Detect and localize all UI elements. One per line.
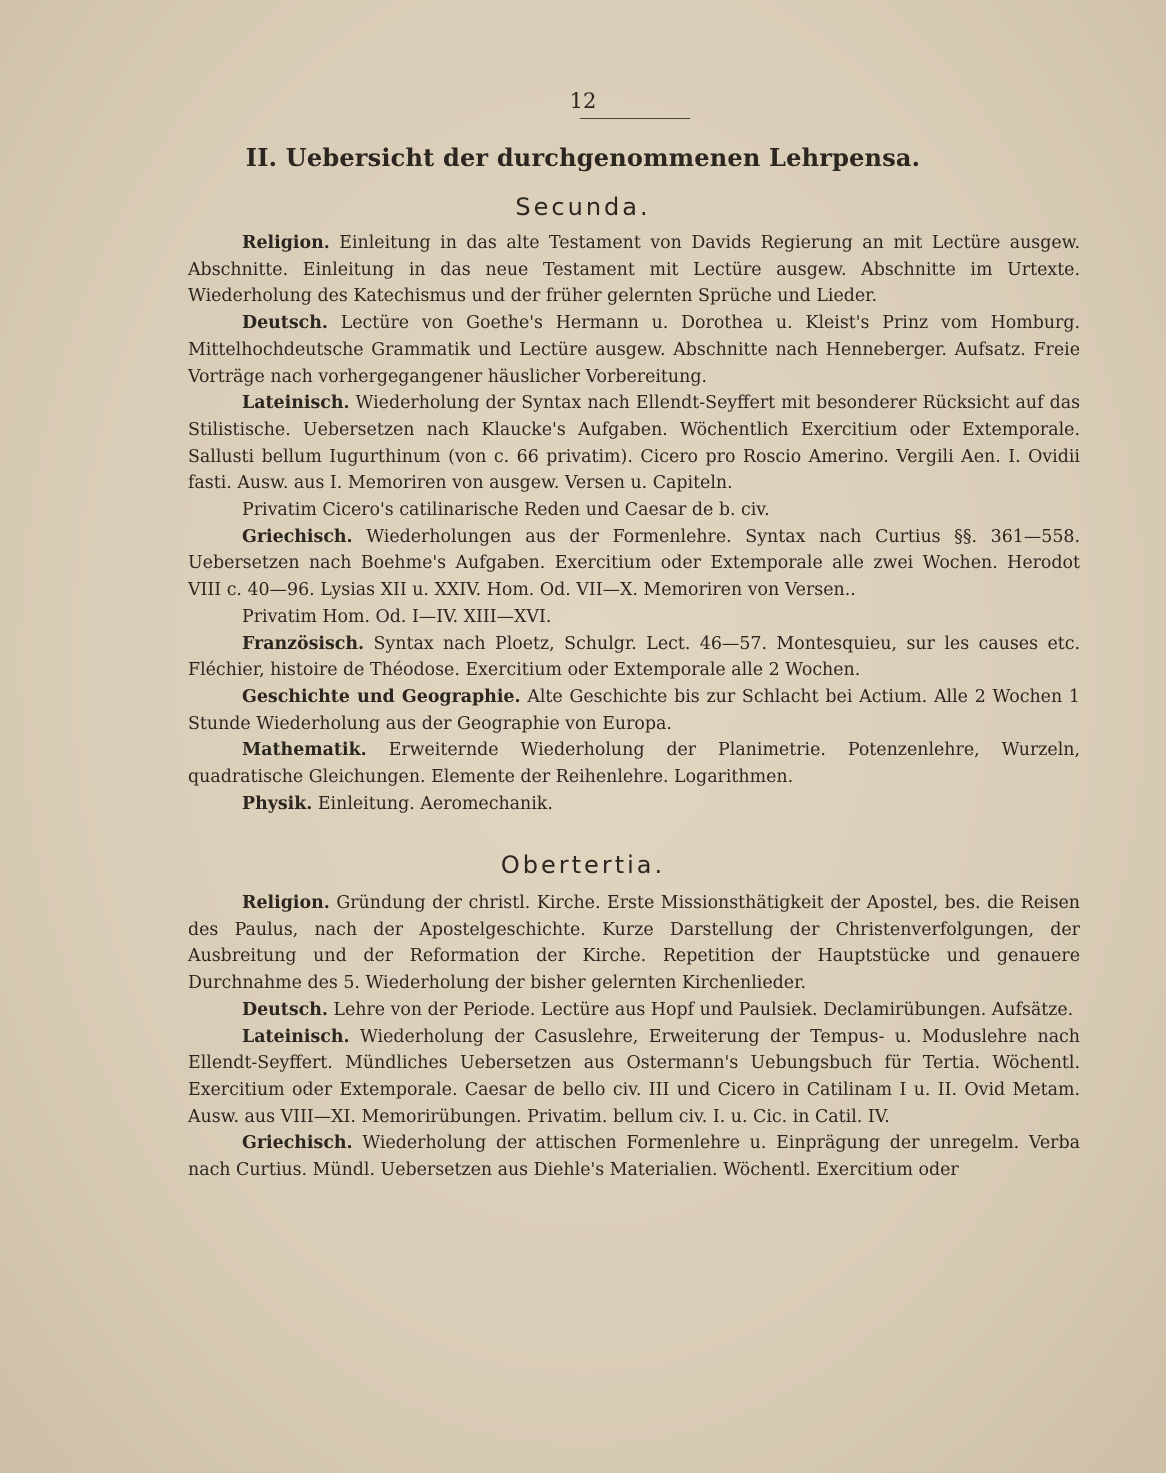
- section-heading-obertertia: Obertertia.: [500, 851, 666, 879]
- subject-label: Griechisch.: [242, 1133, 353, 1154]
- subject-label: Physik.: [242, 793, 313, 814]
- paragraph-text: Erweiternde Wiederholung der Planimetrie. Potenzenlehre, Wurzeln, quadratische Gleichungen. Elemente der Reihenlehre. Logarithmen.: [188, 740, 1080, 788]
- subject-label: Lateinisch.: [242, 393, 350, 414]
- page-number: 12: [569, 89, 597, 113]
- paragraph-text: Einleitung. Aeromechanik.: [312, 793, 553, 814]
- paragraph-text: Wiederholungen aus der Formenlehre. Syntax nach Curtius §§. 361—558. Uebersetzen nach Boehme's Aufgaben. Exercitium oder Extemporale alle zwei Wochen. Herodot VIII c. 40—96. Lysias XII u. XXIV. Hom. Od. VII—X. Memoriren von Versen..: [188, 526, 1080, 601]
- paragraph-text: Syntax nach Ploetz, Schulgr. Lect. 46—57. Montesquieu, sur les causes etc. Fléchier, histoire de Théodose. Exercitium oder Extemporale alle 2 Wochen.: [188, 633, 1080, 681]
- subject-label: Griechisch.: [242, 526, 353, 547]
- paragraph-lateinisch: [188, 1024, 1080, 1131]
- subject-label: Französisch.: [242, 633, 365, 654]
- subject-label: Deutsch.: [242, 313, 328, 334]
- page-title: II. Uebersicht der durchgenommenen Lehrpensa.: [245, 143, 921, 172]
- paragraph-deutsch: [188, 997, 1080, 1024]
- paragraph-lateinisch: [188, 390, 1080, 497]
- paragraph-mathematik: [188, 737, 1080, 790]
- paragraph-griechisch: [188, 1130, 1080, 1183]
- page-number-rule: [580, 118, 690, 119]
- paragraph-text: Alte Geschichte bis zur Schlacht bei Actium. Alle 2 Wochen 1 Stunde Wiederholung aus der Geographie von Europa.: [188, 686, 1080, 734]
- paragraph-text: Einleitung in das alte Testament von Davids Regierung an mit Lectüre ausgew. Abschnitte. Einleitung in das neue Testament mit Lectüre ausgew. Abschnitte im Urtexte. Wiederholung des Katechismus und der früher gelernten Sprüche und Lieder.: [188, 233, 1080, 307]
- paragraph-text: Gründung der christl. Kirche. Erste Missionsthätigkeit der Apostel, bes. die Reisen des Paulus, nach der Apostelgeschichte. Kurze Darstellung der Christenverfolgungen, der Ausbreitung und der Reformation der Kirche. Repetition der Hauptstücke und genauere Durchnahme des 5. Wiederholung der bisher gelernten Kirchenlieder.: [188, 893, 1080, 994]
- paragraph-griechisch: [188, 524, 1080, 604]
- paragraph-deutsch: [188, 310, 1080, 390]
- subject-label: Lateinisch.: [242, 1026, 350, 1047]
- subject-label: Religion.: [242, 893, 330, 913]
- paragraph-franzoesisch: [188, 631, 1080, 684]
- paragraph-text: Privatim Hom. Od. I—IV. XIII—XVI.: [242, 606, 552, 627]
- subject-label: Religion.: [242, 233, 330, 253]
- paragraph-text: Wiederholung der Casuslehre, Erweiterung der Tempus- u. Moduslehre nach Ellendt-Seyffert. Mündliches Uebersetzen aus Ostermann's Uebungsbuch für Tertia. Wöchentl. Exercitium oder Extemporale. Caesar de bello civ. III und Cicero in Catilinam I u. II. Ovid Metam. Ausw. aus VIII—XI. Memorirübungen. Privatim. bellum civ. I. u. Cic. in Catil. IV.: [188, 1026, 1080, 1127]
- subject-label: Mathematik.: [242, 740, 367, 761]
- paragraph-text: Lectüre von Goethe's Hermann u. Dorothea u. Kleist's Prinz vom Homburg. Mittelhochdeutsche Grammatik und Lectüre ausgew. Abschnitte nach Henneberger. Aufsatz. Freie Vorträge nach vorhergegangener häuslicher Vorbereitung.: [188, 313, 1080, 387]
- subject-label: Deutsch.: [242, 999, 328, 1020]
- paragraph-text: Wiederholung der Syntax nach Ellendt-Seyffert mit besonderer Rücksicht auf das Stilistische. Uebersetzen nach Klaucke's Aufgaben. Wöchentlich Exercitium oder Extemporale. Sallusti bellum Iugurthinum (von c. 66 privatim). Cicero pro Roscio Amerino. Vergili Aen. I. Ovidii fasti. Ausw. aus I. Memoriren von ausgew. Versen u. Capiteln.: [188, 393, 1080, 494]
- paragraph-text: Lehre von der Periode. Lectüre aus Hopf und Paulsiek. Declamirübungen. Aufsätze.: [327, 999, 1074, 1020]
- paragraph-physik: [188, 791, 1080, 818]
- section-heading-secunda: Secunda.: [515, 193, 651, 221]
- section-body-obertertia: [188, 890, 1080, 1184]
- subject-label: Geschichte und Geographie.: [242, 686, 521, 707]
- paragraph-text: Privatim Cicero's catilinarische Reden und Caesar de b. civ.: [242, 500, 770, 521]
- paragraph-text: Wiederholung der attischen Formenlehre u. Einprägung der unregelm. Verba nach Curtius. Mündl. Uebersetzen aus Diehle's Materialien. Wöchentl. Exercitium oder: [188, 1133, 1080, 1181]
- paragraph-religion: [188, 890, 1080, 997]
- section-body-secunda: [188, 230, 1080, 817]
- paragraph-geschichte: [188, 684, 1080, 737]
- paragraph-lateinisch-privatim: [188, 497, 1080, 524]
- paragraph-religion: [188, 230, 1080, 310]
- paragraph-griechisch-privatim: [188, 604, 1080, 631]
